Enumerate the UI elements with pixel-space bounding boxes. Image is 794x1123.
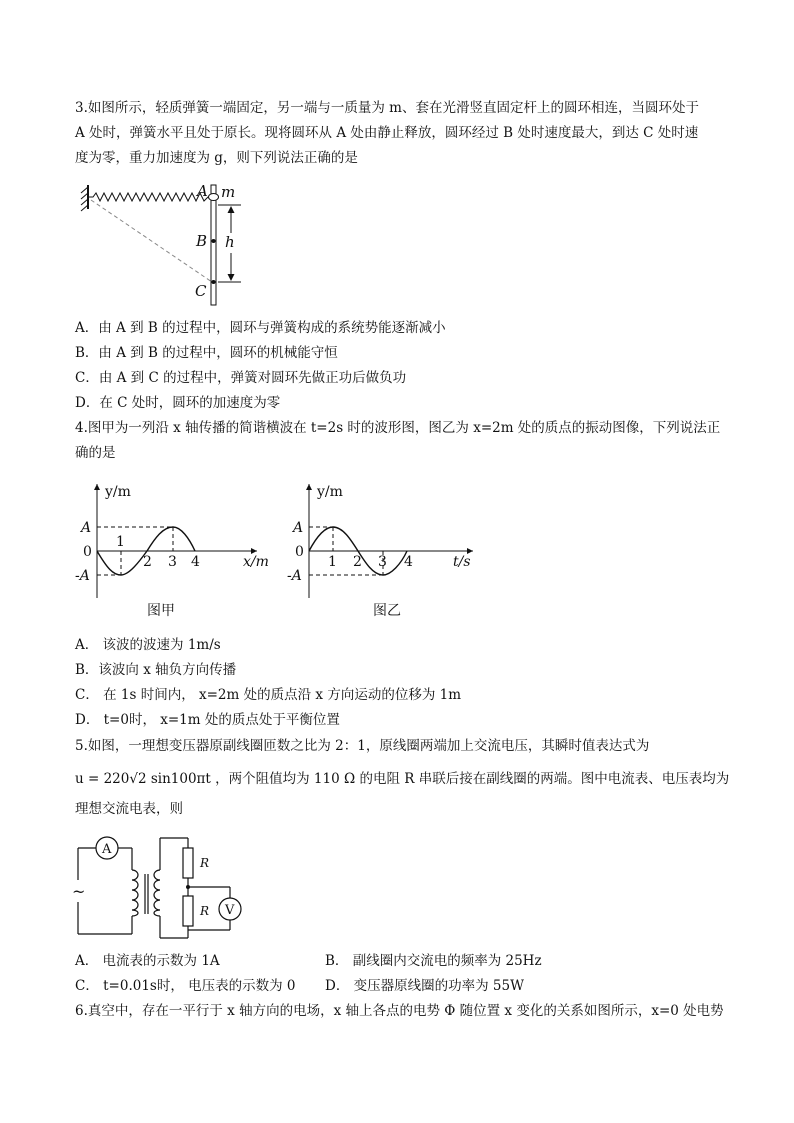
q3-line-3: 度为零，重力加速度为 g，则下列说法正确的是	[75, 150, 358, 166]
label-A: A	[197, 182, 208, 200]
q3-option-b: B．由 A 到 B 的过程中，圆环的机械能守恒	[75, 345, 338, 361]
caption-jia: 图甲	[147, 603, 175, 619]
tick-A: A	[293, 520, 304, 536]
tick-1: 1	[116, 534, 125, 550]
vertical-rod	[211, 185, 216, 305]
q5-option-d: D． 变压器原线圈的功率为 55W	[325, 978, 524, 994]
tick-0: 0	[295, 544, 304, 560]
label-B: B	[196, 232, 208, 250]
q5-line-1: 5.如图，一理想变压器原副线圈匝数之比为 2：1，原线圈两端加上交流电压，其瞬时值表达式为	[75, 738, 650, 754]
y-axis-label: y/m	[317, 484, 343, 500]
transformer-circuit	[70, 830, 250, 945]
q3-option-c: C．由 A 到 C 的过程中，弹簧对圆环先做正功后做负功	[75, 370, 407, 386]
x-axis-label: x/m	[243, 554, 269, 570]
spring	[88, 193, 211, 201]
tick-0: 0	[83, 544, 92, 560]
caption-yi: 图乙	[373, 603, 401, 619]
tick-3: 3	[168, 554, 177, 570]
tick-2: 2	[353, 554, 362, 570]
tick-3: 3	[378, 554, 387, 570]
tick-neg-A: -A	[75, 568, 90, 584]
wall-hatch	[81, 187, 88, 211]
q3-line-1: 3.如图所示，轻质弹簧一端固定，另一端与一质量为 m、套在光滑竖直固定杆上的圆环相连，当圆环处于	[75, 100, 699, 116]
q4-line-2: 确的是	[75, 445, 116, 461]
q6-line-1: 6.真空中，存在一平行于 x 轴方向的电场，x 轴上各点的电势 Φ 随位置 x 变化的关系如图所示，x=0 处电势	[75, 1003, 724, 1019]
stretched-spring-dashed	[91, 200, 212, 282]
tick-4: 4	[191, 554, 200, 570]
tick-A: A	[81, 520, 92, 536]
junction	[186, 885, 190, 889]
tick-1: 1	[328, 554, 337, 570]
spring-ring-figure	[75, 175, 255, 310]
q5-option-b: B． 副线圈内交流电的频率为 25Hz	[325, 953, 542, 969]
vibration-graph-yi	[285, 478, 485, 628]
resistor-top-label: R	[200, 856, 210, 870]
secondary-coil	[154, 870, 160, 916]
resistor-top	[183, 848, 193, 878]
tick-2: 2	[143, 554, 152, 570]
resistor-bottom	[183, 896, 193, 926]
ring-m	[209, 194, 219, 201]
resistor-bottom-label: R	[200, 904, 210, 918]
q5-option-c: C． t=0.01s时， 电压表的示数为 0	[75, 978, 296, 994]
t-axis-label: t/s	[453, 554, 471, 570]
y-axis-label: y/m	[105, 484, 131, 500]
q4-option-a: A． 该波的波速为 1m/s	[75, 637, 221, 653]
q4-line-1: 4.图甲为一列沿 x 轴传播的简谐横波在 t=2s 时的波形图，图乙为 x=2m 处的质点的振动图像，下列说法正	[75, 420, 721, 436]
q3-option-d: D．在 C 处时，圆环的加速度为零	[75, 395, 281, 411]
label-m: m	[221, 183, 236, 201]
ac-source-symbol: ~	[72, 882, 86, 901]
q5-line-2: u = 220√2 sin100πt ，两个阻值均为 110 Ω 的电阻 R 串联后接在副线圈的两端。图中电流表、电压表均为	[75, 771, 730, 787]
q4-option-d: D． t=0时， x=1m 处的质点处于平衡位置	[75, 712, 340, 728]
tick-neg-A: -A	[287, 568, 302, 584]
tick-4: 4	[404, 554, 413, 570]
q4-option-c: C． 在 1s 时间内， x=2m 处的质点沿 x 方向运动的位移为 1m	[75, 687, 461, 703]
h-arrowhead-down	[228, 274, 235, 281]
q5-line-3: 理想交流电表，则	[75, 801, 183, 817]
primary-coil	[132, 870, 138, 916]
point-B	[212, 239, 216, 243]
point-C	[212, 280, 216, 284]
label-h: h	[225, 233, 235, 251]
voltmeter-label: V	[225, 903, 235, 918]
q3-line-2: A 处时，弹簧水平且处于原长。现将圆环从 A 处由静止释放，圆环经过 B 处时速度最大，到达 C 处时速	[75, 125, 699, 141]
h-arrowhead-up	[228, 206, 235, 213]
q5-option-a: A． 电流表的示数为 1A	[75, 953, 220, 969]
label-C: C	[195, 282, 207, 300]
ammeter-label: A	[102, 842, 112, 857]
q3-option-a: A．由 A 到 B 的过程中，圆环与弹簧构成的系统势能逐渐减小	[75, 320, 446, 336]
q4-option-b: B．该波向 x 轴负方向传播	[75, 662, 237, 678]
wave-graph-jia	[75, 478, 285, 628]
